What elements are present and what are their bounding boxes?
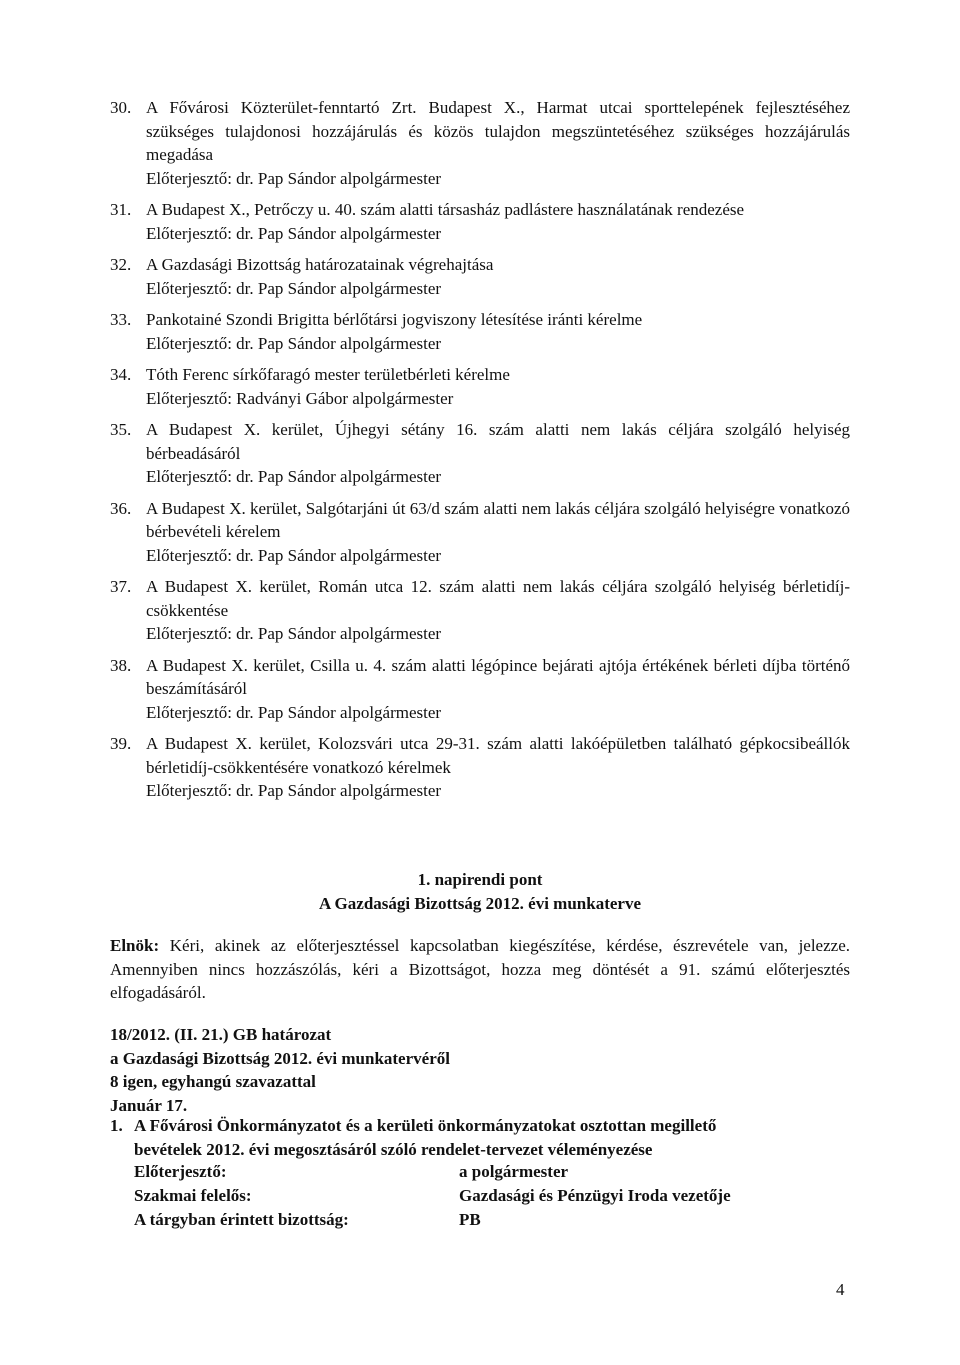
chair-statement — [110, 934, 850, 1005]
item-presenter: Előterjesztő: dr. Pap Sándor alpolgármester — [146, 278, 442, 298]
item-presenter: Előterjesztő: dr. Pap Sándor alpolgármester — [146, 781, 442, 800]
resolution-date: Január 17. — [110, 1095, 188, 1115]
detail-key: A tárgyban érintett bizottság: — [134, 1210, 349, 1229]
sub-item-line — [110, 1138, 850, 1162]
detail-key: Előterjesztő: — [134, 1162, 227, 1181]
item-number: 32. — [110, 255, 132, 274]
sub-item-title-line2: bevételek 2012. évi megosztásáról szóló rendelet-tervezet véleményezése — [134, 1140, 653, 1159]
page-number: 4 — [836, 1280, 845, 1299]
agenda-list — [110, 96, 850, 811]
item-presenter: Előterjesztő: dr. Pap Sándor alpolgármester — [146, 333, 442, 353]
agenda-item-34 — [110, 363, 850, 410]
item-number: 33. — [110, 310, 132, 329]
detail-row — [134, 1160, 834, 1184]
agenda-item-37 — [110, 575, 850, 646]
agenda-item-32 — [110, 253, 850, 300]
section-heading-number: 1. napirendi pont — [417, 870, 543, 889]
item-number: 35. — [110, 420, 132, 439]
resolution-vote: 8 igen, egyhangú szavazattal — [110, 1072, 316, 1091]
item-number: 37. — [110, 577, 132, 596]
item-title: A Budapest X. kerület, Román utca 12. szám alatti nem lakás céljára szolgáló helyiség bérletidíj-csökkentése — [146, 577, 850, 620]
agenda-item-31 — [110, 198, 850, 245]
item-presenter: Előterjesztő: dr. Pap Sándor alpolgármester — [146, 168, 442, 188]
item-title: A Budapest X. kerület, Salgótarjáni út 63/d szám alatti nem lakás céljára szolgáló helyiségre vonatkozó bérbevételi kérelem — [146, 498, 850, 541]
agenda-item-39 — [110, 732, 850, 803]
resolution-block — [110, 1023, 850, 1117]
detail-value: Gazdasági és Pénzügyi Iroda vezetője — [459, 1186, 731, 1205]
item-number: 31. — [110, 200, 132, 219]
item-title: Tóth Ferenc sírkőfaragó mester területbérleti kérelme — [146, 365, 510, 384]
detail-value: PB — [459, 1210, 481, 1229]
item-number: 30. — [110, 98, 132, 117]
item-number: 34. — [110, 365, 132, 384]
item-presenter: Előterjesztő: dr. Pap Sándor alpolgármester — [146, 545, 442, 565]
item-presenter: Előterjesztő: dr. Pap Sándor alpolgármester — [146, 624, 442, 643]
resolution-number: 18/2012. (II. 21.) GB határozat — [110, 1025, 332, 1044]
item-number: 39. — [110, 734, 132, 753]
item-presenter: Előterjesztő: Radványi Gábor alpolgármester — [146, 388, 454, 408]
detail-key: Szakmai felelős: — [134, 1186, 252, 1205]
item-title: A Budapest X. kerület, Kolozsvári utca 29-31. szám alatti lakóépületben található gépkocsibeállók bérletidíj-csökkentésére vonatkozó kérelmek — [146, 734, 850, 777]
agenda-item-35 — [110, 418, 850, 489]
section-heading-title: A Gazdasági Bizottság 2012. évi munkaterve — [318, 894, 642, 913]
agenda-item-33 — [110, 308, 850, 355]
detail-value: a polgármester — [459, 1162, 569, 1181]
item-title: A Gazdasági Bizottság határozatainak végrehajtása — [146, 255, 494, 274]
item-title: A Fővárosi Közterület-fenntartó Zrt. Budapest X., Harmat utcai sporttelepének fejlesztéséhez szükséges tulajdonosi hozzájárulás és közös tulajdon megszüntetéséhez szükséges hozzájárulás megadása — [146, 98, 850, 164]
sub-item-line — [110, 1114, 850, 1138]
detail-row — [134, 1184, 834, 1208]
item-presenter: Előterjesztő: dr. Pap Sándor alpolgármester — [146, 467, 442, 486]
item-presenter: Előterjesztő: dr. Pap Sándor alpolgármester — [146, 223, 442, 243]
item-title: Pankotainé Szondi Brigitta bérlőtársi jogviszony létesítése iránti kérelme — [146, 310, 643, 329]
item-number: 36. — [110, 498, 132, 518]
detail-table — [134, 1160, 834, 1232]
item-number: 38. — [110, 655, 132, 675]
speaker-label: Elnök: — [110, 936, 160, 955]
statement-text: Kéri, akinek az előterjesztéssel kapcsolatban kiegészítése, kérdése, észrevétele van, jelezze. Amennyiben nincs hozzászólás, kéri a Bizottságot, hozza meg döntését a 91. számú előterjesztés elfogadásáról. — [110, 936, 850, 1002]
item-title: A Budapest X., Petrőczy u. 40. szám alatti társasház padlástere használatának rendezése — [146, 200, 745, 219]
item-title: A Budapest X. kerület, Újhegyi sétány 16. szám alatti nem lakás céljára szolgáló helyiség bérbeadásáról — [146, 420, 850, 463]
agenda-item-38 — [110, 654, 850, 725]
item-presenter: Előterjesztő: dr. Pap Sándor alpolgármester — [146, 702, 442, 722]
agenda-item-30 — [110, 96, 850, 190]
sub-item-number: 1. — [110, 1116, 123, 1135]
resolution-subject: a Gazdasági Bizottság 2012. évi munkatervéről — [110, 1048, 450, 1068]
item-title: A Budapest X. kerület, Csilla u. 4. szám alatti légópince bejárati ajtója értékének bérleti díjba történő beszámításáról — [146, 655, 850, 698]
agenda-item-36 — [110, 497, 850, 568]
sub-item — [110, 1114, 850, 1162]
sub-item-title-line1: A Fővárosi Önkormányzatot és a kerületi önkormányzatokat osztottan megillető — [134, 1116, 717, 1135]
detail-row — [134, 1208, 834, 1232]
